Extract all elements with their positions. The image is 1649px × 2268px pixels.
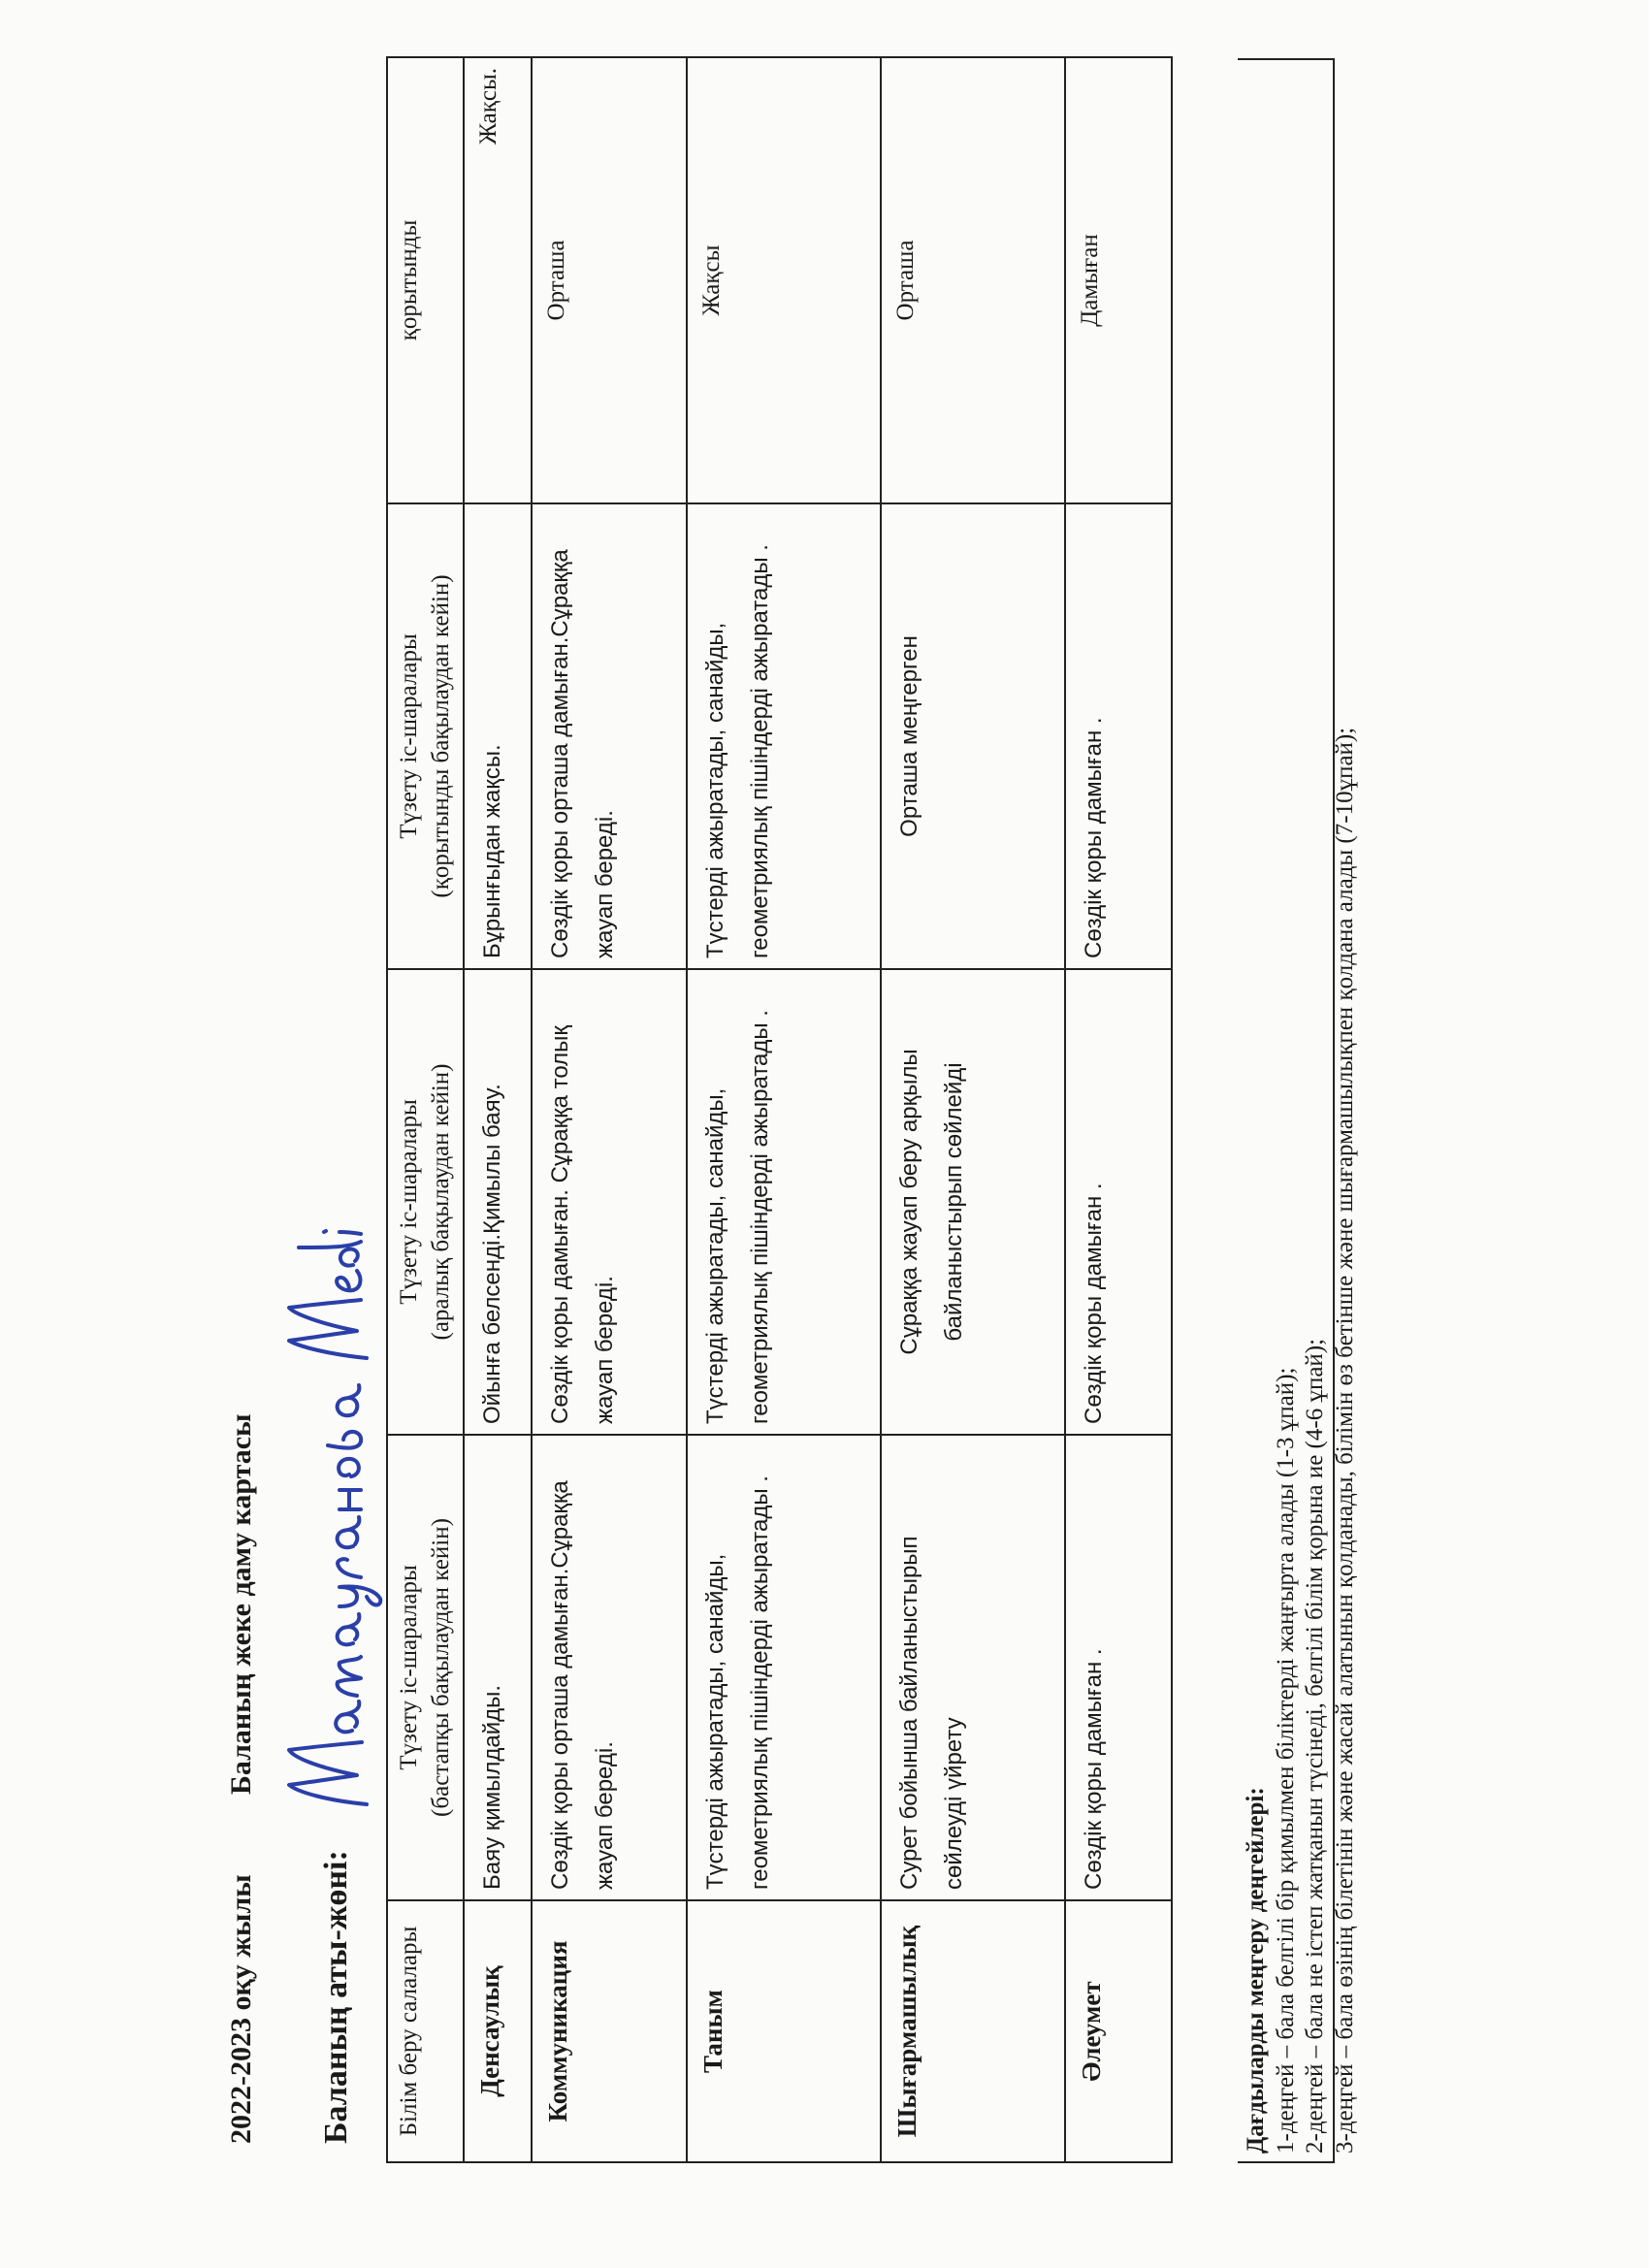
intermediate-measures-cell: Сұраққа жауап беру арқылы байланыстырып сөйлейді	[881, 969, 1065, 1435]
conclusion-cell: Орташа	[881, 57, 1065, 503]
document-title: Баланың жеке даму картасы	[225, 1413, 257, 1795]
header-initial-title: Түзету іс-шаралары	[396, 1565, 422, 1770]
final-measures-cell: Бұрынғыдан жақсы.	[464, 503, 532, 969]
table-row	[687, 57, 881, 2162]
document-sheet	[211, 49, 1569, 2163]
header-intermediate	[387, 969, 464, 1435]
table-row	[532, 57, 687, 2162]
conclusion-cell: Жақсы	[687, 57, 881, 503]
initial-measures-cell: Сөздік қоры орташа дамыған.Сұраққа жауап береді.	[532, 1435, 687, 1900]
table-row	[1065, 57, 1172, 2162]
initial-measures-cell: Баяу қимылдайды.	[464, 1435, 532, 1900]
header-final-title: Түзету іс-шаралары	[396, 633, 422, 839]
header-final-subtitle: (қорытынды бақылаудан кейін)	[427, 574, 454, 898]
area-cell: Коммуникация	[532, 1900, 687, 2162]
intermediate-measures-cell: Сөздік қоры дамыған. Сұраққа толық жауап береді.	[532, 969, 687, 1435]
final-measures-cell: Сөздік қоры дамыған .	[1065, 503, 1172, 969]
header-area	[387, 1900, 464, 2162]
header-intermediate-title: Түзету іс-шаралары	[396, 1099, 422, 1305]
handwritten-name-signature	[260, 1213, 386, 1814]
conclusion-cell: Орташа	[532, 57, 687, 503]
intermediate-measures-cell: Сөздік қоры дамыған .	[1065, 969, 1172, 1435]
legend-level-2: 2-деңгей – бала не істеп жатқанын түсінеді, белгілі білім қорына ие (4-6 ұпай);	[1302, 1338, 1328, 2154]
legend-title: Дағдыларды меңгеру деңгейлері:	[1243, 1787, 1269, 2154]
child-name-label: Баланың аты-жөні:	[318, 1850, 354, 2144]
final-measures-cell: Орташа меңгерген	[881, 503, 1065, 969]
intermediate-measures-cell: Түстерді ажыратады, санайды, геометриялық пішіндерді ажыратады .	[687, 969, 881, 1435]
final-measures-cell: Түстерді ажыратады, санайды, геометриялық пішіндерді ажыратады .	[687, 503, 881, 969]
legend-level-1: 1-деңгей – бала белгілі бір қимылмен біліктерді жаңғырта алады (1-3 ұпай);	[1272, 1367, 1299, 2154]
header-initial-subtitle: (бастапқы бақылаудан кейін)	[427, 1518, 454, 1817]
area-cell: Шығармашылық	[881, 1900, 1065, 2162]
conclusion-cell: Жақсы.	[464, 57, 532, 503]
table-row	[464, 57, 532, 2162]
initial-measures-cell: Сурет бойынша байланыстырып сөйлеуді үйрету	[881, 1435, 1065, 1900]
skill-levels-legend	[1238, 58, 1358, 2163]
area-cell: Әлеумет	[1065, 1900, 1172, 2162]
header-conclusion-title: қорытынды	[396, 219, 422, 341]
legend-level-3: 3-деңгей – бала өзінің білетінін және жасай алатынын қолданады, білімін өз бетінше және шығармашылықпен қолдана алады (7-10ұпай);	[1331, 727, 1358, 2154]
header-final	[387, 503, 464, 969]
area-cell: Денсаулық	[464, 1900, 532, 2162]
header-intermediate-subtitle: (аралық бақылаудан кейін)	[427, 1063, 454, 1341]
header-initial	[387, 1435, 464, 1900]
conclusion-cell: Дамыған	[1065, 57, 1172, 503]
header-conclusion	[387, 57, 464, 503]
area-cell: Таным	[687, 1900, 881, 2162]
initial-measures-cell: Сөздік қоры дамыған .	[1065, 1435, 1172, 1900]
intermediate-measures-cell: Ойынға белсенді.Қимылы баяу.	[464, 969, 532, 1435]
initial-measures-cell: Түстерді ажыратады, санайды, геометриялық пішіндерді ажыратады .	[687, 1435, 881, 1900]
table-row	[881, 57, 1065, 2162]
header-area-title: Білім беру салалары	[396, 1926, 422, 2137]
academic-year: 2022-2023 оқу жылы	[225, 1874, 257, 2144]
table-header-row	[387, 57, 464, 2162]
development-table	[386, 56, 1173, 2163]
final-measures-cell: Сөздік қоры орташа дамыған.Сұраққа жауап береді.	[532, 503, 687, 969]
